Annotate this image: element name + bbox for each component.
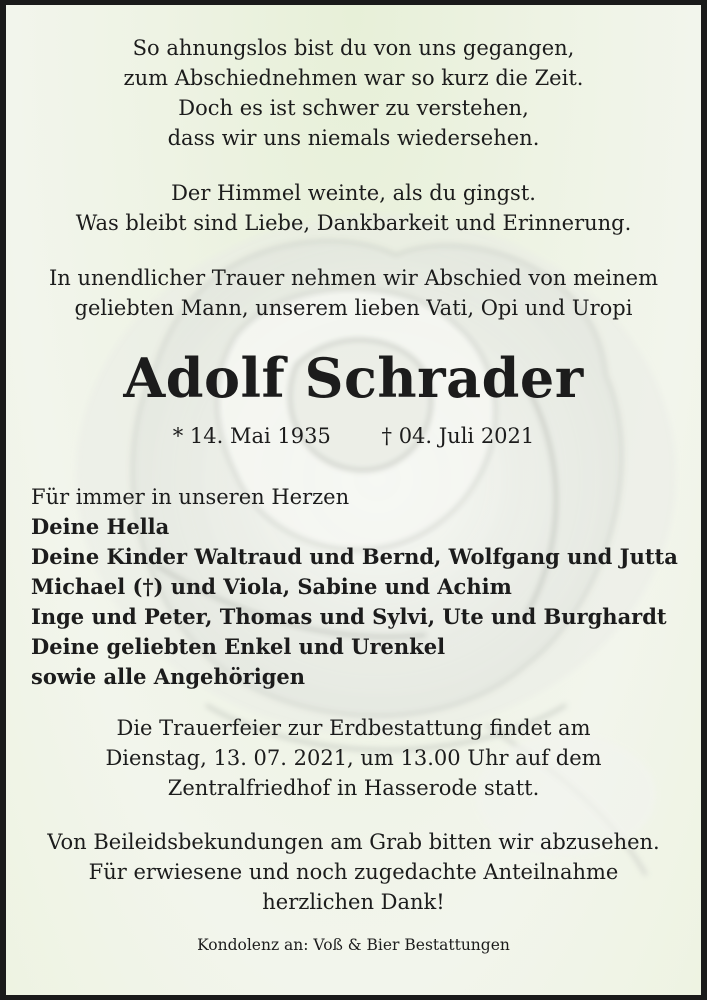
poem-line: Was bleibt sind Liebe, Dankbarkeit und Erinnerung. xyxy=(75,211,632,235)
mourner-line: Michael (†) und Viola, Sabine und Achim xyxy=(31,574,512,599)
poem-line: Der Himmel weinte, als du gingst. xyxy=(171,181,536,205)
thanks-line: Von Beileidsbekundungen am Grab bitten wir abzusehen. xyxy=(47,830,660,854)
ceremony-line: Zentralfriedhof in Hasserode statt. xyxy=(167,776,540,800)
intro-line: In unendlicher Trauer nehmen wir Abschied von meinem xyxy=(48,266,659,290)
obituary-card xyxy=(6,5,701,995)
condolence-contact: Kondolenz an: Voß & Bier Bestattungen xyxy=(197,936,510,954)
mourners-list xyxy=(31,482,691,692)
mourner-line: Deine Hella xyxy=(31,514,170,539)
funeral-details xyxy=(6,713,701,803)
ceremony-line: Die Trauerfeier zur Erdbestattung findet am xyxy=(116,716,591,740)
mourner-line: Deine geliebten Enkel und Urenkel xyxy=(31,634,446,659)
thanks-note xyxy=(6,827,701,917)
poem-line: zum Abschiednehmen war so kurz die Zeit. xyxy=(123,66,584,90)
intro-line: geliebten Mann, unserem lieben Vati, Opi und Uropi xyxy=(74,296,633,320)
birth-date: * 14. Mai 1935 xyxy=(172,424,331,448)
life-dates xyxy=(6,421,701,451)
poem-stanza-1 xyxy=(6,33,701,153)
poem-line: So ahnungslos bist du von uns gegangen, xyxy=(132,36,575,60)
mourner-line: Deine Kinder Waltraud und Bernd, Wolfgang und Jutta xyxy=(31,544,678,569)
ceremony-line: Dienstag, 13. 07. 2021, um 13.00 Uhr auf dem xyxy=(105,746,602,770)
mourner-line: sowie alle Angehörigen xyxy=(31,664,306,689)
death-date: † 04. Juli 2021 xyxy=(381,424,535,448)
thanks-line: Für erwiesene und noch zugedachte Anteilnahme xyxy=(88,860,619,884)
deceased-name: Adolf Schrader xyxy=(123,346,584,410)
thanks-line: herzlichen Dank! xyxy=(262,890,445,914)
poem-stanza-2 xyxy=(6,178,701,238)
farewell-intro xyxy=(6,263,701,323)
poem-line: dass wir uns niemals wiedersehen. xyxy=(167,126,540,150)
mourners-intro: Für immer in unseren Herzen xyxy=(31,485,350,509)
poem-line: Doch es ist schwer zu verstehen, xyxy=(178,96,529,120)
mourner-line: Inge und Peter, Thomas und Sylvi, Ute und Burghardt xyxy=(31,604,667,629)
